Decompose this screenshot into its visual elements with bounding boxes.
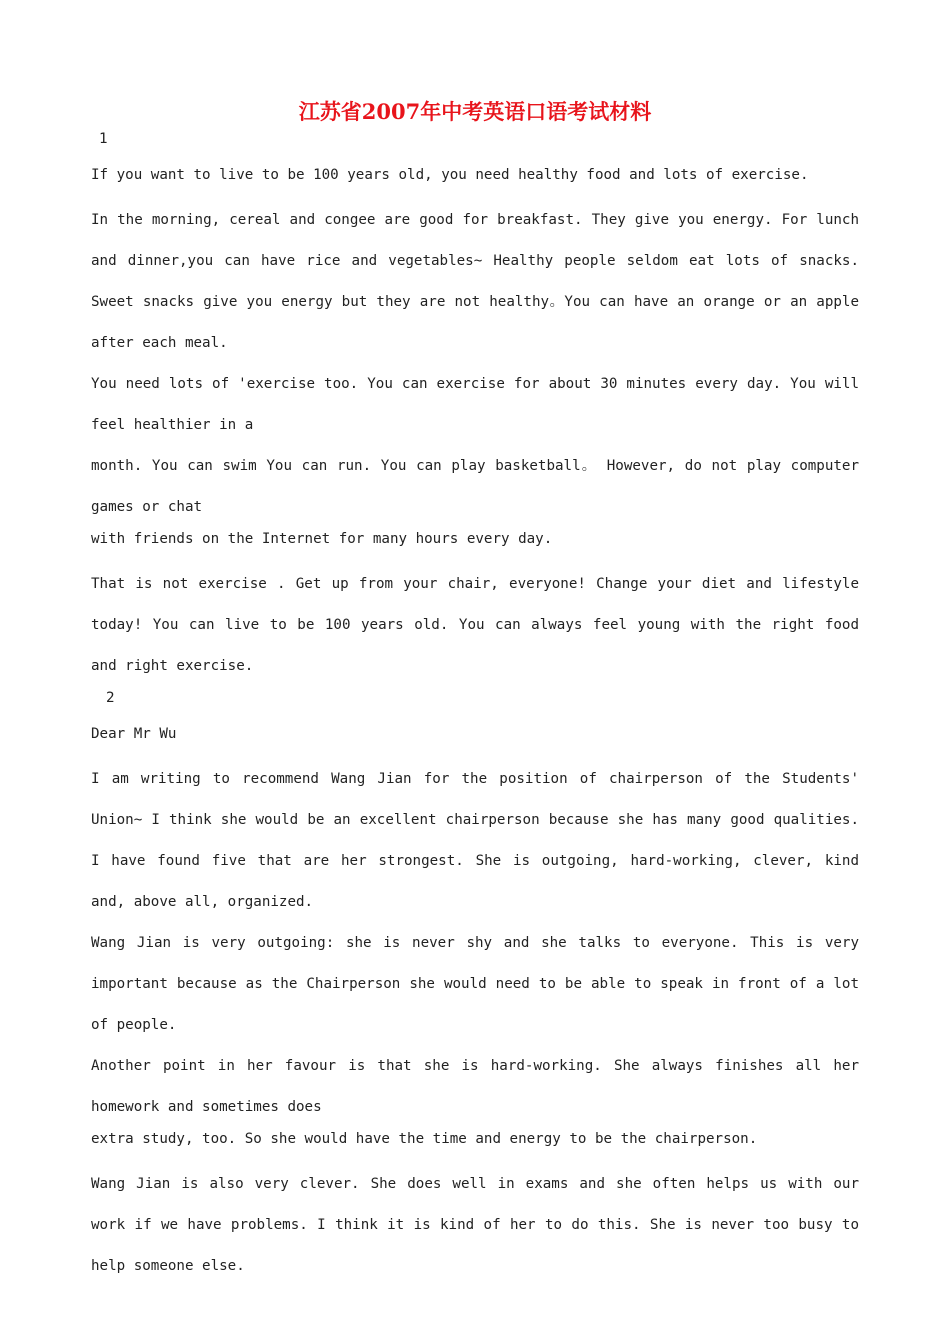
paragraph: month. You can swim You can run. You can play basketball。 However, do not play computer games or chat [91,458,859,515]
paragraph: That is not exercise . Get up from your chair, everyone! Change your diet and lifestyle today! You can live to be 100 years old. You can always feel young with the right food and right exercise. [91,576,859,674]
section-number: 2 [106,690,115,706]
document-title: 江苏省2007年中考英语口语考试材料 [298,99,652,124]
paragraph: with friends on the Internet for many hours every day. [91,531,553,547]
paragraph: If you want to live to be 100 years old, you need healthy food and lots of exercise. [91,167,809,183]
document-body [91,128,859,1287]
letter-salutation: Dear Mr Wu [91,726,177,742]
paragraph: Wang Jian is also very clever. She does well in exams and she often helps us with our work if we have problems. I think it is kind of her to do this. She is never too busy to help someone else. [91,1176,859,1274]
paragraph: You need lots of 'exercise too. You can exercise for about 30 minutes every day. You will feel healthier in a [91,376,859,433]
paragraph: extra study, too. So she would have the time and energy to be the chairperson. [91,1131,758,1147]
paragraph: Another point in her favour is that she is hard-working. She always finishes all her homework and sometimes does [91,1058,859,1115]
section-number: 1 [99,131,108,147]
paragraph: In the morning, cereal and congee are good for breakfast. They give you energy. For lunch and dinner,you can have rice and vegetables~ Healthy people seldom eat lots of snacks. Sweet snacks give you energy but they are not healthy。You can have an orange or an apple after each meal. [91,212,859,351]
paragraph: I am writing to recommend Wang Jian for the position of chairperson of the Students' Union~ I think she would be an excellent chairperson because she has many good qualities. I have found five that are her strongest. She is outgoing, hard-working, clever, kind and, above all, organized. [91,771,859,910]
paragraph: Wang Jian is very outgoing: she is never shy and she talks to everyone. This is very important because as the Chairperson she would need to be able to speak in front of a lot of people. [91,935,859,1033]
